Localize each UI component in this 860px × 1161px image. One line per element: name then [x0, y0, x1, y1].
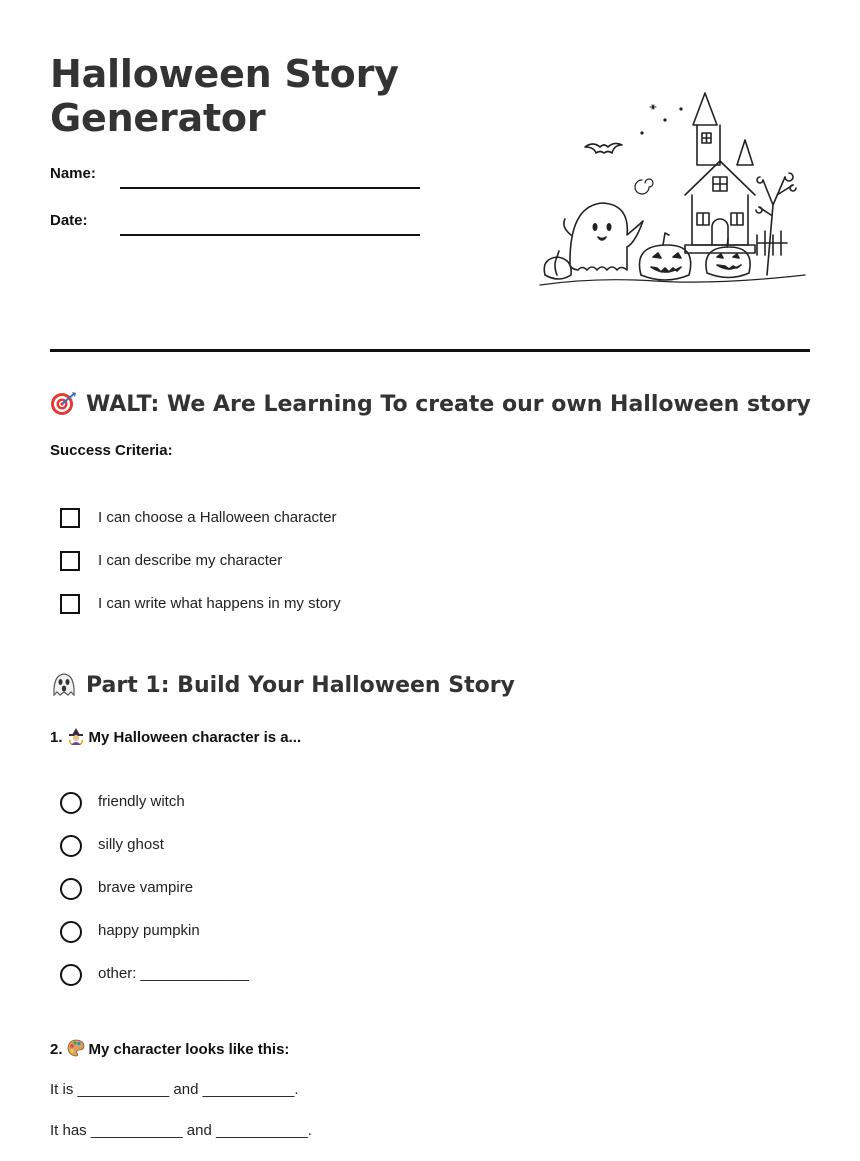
option-text: brave vampire [98, 879, 194, 896]
name-field[interactable] [50, 165, 430, 189]
date-label: Date: [50, 212, 88, 229]
criteria-text: I can describe my character [98, 552, 283, 569]
section-divider [50, 349, 810, 352]
date-write-line[interactable] [120, 234, 420, 236]
option-text: silly ghost [98, 836, 164, 853]
part1-heading [50, 671, 515, 700]
question-1-label [50, 727, 301, 746]
ghost-icon [50, 671, 78, 697]
option-radio[interactable] [60, 878, 82, 900]
date-field[interactable] [50, 212, 430, 236]
question-2-number: 2. [50, 1041, 63, 1058]
option-text: friendly witch [98, 793, 185, 810]
worksheet-page [50, 0, 810, 1161]
criteria-checkbox[interactable] [60, 508, 80, 528]
walt-heading-text: WALT: We Are Learning To create our own Halloween story [86, 392, 811, 417]
option-radio[interactable] [60, 921, 82, 943]
description-line-1[interactable]: It is ___________ and ___________. [50, 1081, 299, 1098]
name-write-line[interactable] [120, 187, 420, 189]
haunted-house-illustration [535, 85, 810, 295]
option-radio[interactable] [60, 792, 82, 814]
question-2-label [50, 1039, 289, 1058]
criteria-text: I can write what happens in my story [98, 595, 341, 612]
option-radio[interactable] [60, 835, 82, 857]
description-line-2[interactable]: It has ___________ and ___________. [50, 1122, 312, 1139]
question-2-text: My character looks like this: [88, 1041, 290, 1058]
question-1-text: My Halloween character is a... [88, 729, 302, 746]
name-label: Name: [50, 165, 96, 182]
witch-icon [67, 727, 85, 745]
option-text: happy pumpkin [98, 922, 200, 939]
criteria-checkbox[interactable] [60, 594, 80, 614]
option-radio[interactable] [60, 964, 82, 986]
walt-heading [50, 390, 811, 419]
success-criteria-label: Success Criteria: [50, 442, 173, 459]
palette-icon [67, 1039, 85, 1057]
question-1-number: 1. [50, 729, 63, 746]
criteria-checkbox[interactable] [60, 551, 80, 571]
criteria-text: I can choose a Halloween character [98, 509, 337, 526]
option-text: other: _____________ [98, 965, 249, 982]
target-icon [50, 390, 78, 416]
page-title: Halloween Story Generator [50, 52, 399, 140]
part1-heading-text: Part 1: Build Your Halloween Story [86, 673, 515, 698]
